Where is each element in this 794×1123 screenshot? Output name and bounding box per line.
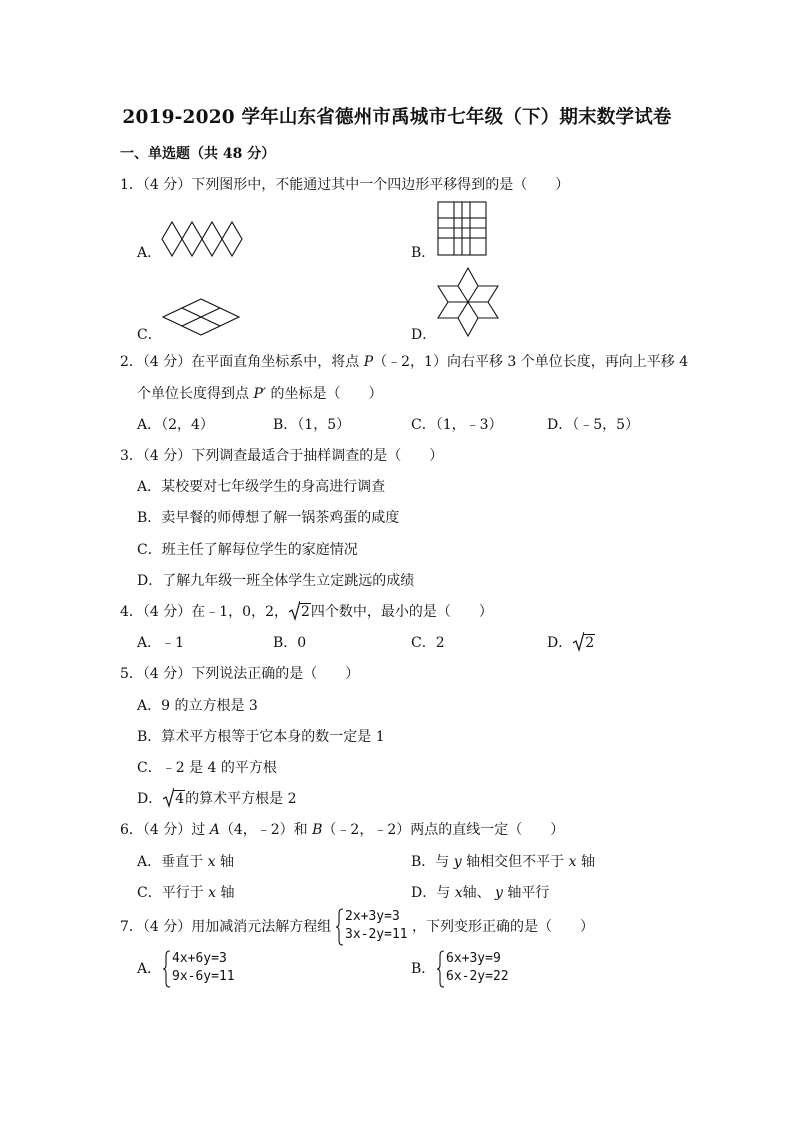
q7-option-b-label: B． [411,961,436,977]
q4-stem [120,602,493,622]
q4-option-b: B．0 [273,635,307,651]
q7-option-a-equation-2: 9x-6y=11 [172,969,235,984]
q6-option-b-suffix: 轴 [580,854,595,870]
x-variable: x [207,854,216,870]
q2-option-d: D．（﹣5，5） [547,417,640,433]
q6-option-d-suffix: 轴平行 [507,885,550,901]
q2-point-p-prime: P′ [253,386,267,402]
q6-option-b-mid: 轴相交但不平于 [466,854,565,870]
q6-stem [120,820,564,840]
q5-option-d [137,789,297,809]
q6-option-b-text: B．与 [411,854,450,870]
q6-stem-text: 6．（4 分）过 [120,822,206,838]
sqrt-symbol [573,633,595,653]
q4-option-c: C．2 [411,635,445,651]
x-variable: x [568,854,577,870]
q7-equation-system [335,908,415,946]
section-heading: 一、单选题（共 48 分） [120,146,276,162]
left-brace-icon [436,950,445,988]
q2-stem-line1 [120,352,688,372]
q2-option-c: C．（1，﹣3） [411,417,503,433]
rhombus-star-figure [436,266,500,338]
q7-option-a-label: A． [137,961,162,977]
q5-option-d-label: D． [137,791,163,807]
q7-option-b-system [436,950,516,988]
q4-stem-text-b: 四个数中，最小的是（ ） [310,604,493,620]
q6-option-c [137,883,235,903]
q4-option-a: A．﹣1 [137,635,185,651]
q2-stem-text-b: （﹣2，1）向右平移 3 个单位长度，再向上平移 4 [373,354,689,370]
y-variable: y [495,885,503,901]
q3-option-c: C．班主任了解每位学生的家庭情况 [137,542,358,558]
q6-point-b: B [312,822,323,838]
q6-option-c-text: C．平行于 [137,885,204,901]
page-title: 2019-2020 学年山东省德州市禹城市七年级（下）期末数学试卷 [122,107,672,128]
q5-option-d-text: 的算术平方根是 2 [185,791,297,807]
diamond-chain-figure [160,220,246,260]
q4-radicand: 2 [301,604,310,620]
q4-stem-text: 4．（4 分）在﹣1，0，2， [120,604,288,620]
q3-option-b: B．卖早餐的师傅想了解一锅茶鸡蛋的咸度 [137,510,400,526]
rhombus-tiling-figure [160,296,242,338]
q6-point-a: A [209,822,220,838]
q7-option-a-equation-1: 4x+6y=3 [172,951,227,966]
q2-stem-text: 2．（4 分）在平面直角坐标系中，将点 [120,354,360,370]
q3-option-a: A．某校要对七年级学生的身高进行调查 [137,479,386,495]
q2-option-b: B．（1，5） [273,417,351,433]
q5-option-b: B．算术平方根等于它本身的数一定是 1 [137,729,385,745]
q7-option-a-system [162,950,242,988]
q6-option-d-mid: 轴、 [462,885,491,901]
q6-option-d-text: D．与 [411,885,451,901]
q1-stem: 1．（4 分）下列图形中，不能通过其中一个四边形平移得到的是（ ） [120,177,570,193]
q1-option-c-label: C． [137,327,162,343]
q6-stem-text-c: （﹣2，﹣2）两点的直线一定（ ） [322,822,565,838]
q7-option-b-equation-2: 6x-2y=22 [446,969,509,984]
q6-option-b [411,852,595,872]
q7-equation-2: 3x-2y=11 [345,927,408,942]
q2-point-p: P [363,354,374,370]
q3-option-d: D．了解九年级一班全体学生立定跳远的成绩 [137,573,415,589]
q7-equation-1: 2x+3y=3 [345,909,400,924]
q2-stem-text-c: 个单位长度得到点 [137,386,249,402]
x-variable: x [454,885,463,901]
q1-option-b-label: B． [411,245,436,261]
q6-option-c-suffix: 轴 [220,885,235,901]
q5-stem: 5．（4 分）下列说法正确的是（ ） [120,666,360,682]
square-grid-figure [436,200,490,258]
q1-option-a-label: A． [137,245,162,261]
q5-option-a: A．9 的立方根是 3 [137,698,258,714]
q4-option-d-label: D． [547,635,573,651]
left-brace-icon [335,908,344,946]
q7-stem-prefix: 7．（4 分）用加减消元法解方程组 [120,919,332,935]
x-variable: x [208,885,217,901]
q3-stem: 3．（4 分）下列调查最适合于抽样调查的是（ ） [120,448,444,464]
q6-option-a [137,852,234,872]
q6-stem-text-b: （4，﹣2）和 [219,822,308,838]
left-brace-icon [162,950,171,988]
q6-option-d [411,883,549,903]
q5-radicand: 4 [175,791,185,807]
q2-stem-text-d: 的坐标是（ ） [270,386,383,402]
q6-option-a-text: A．垂直于 [137,854,204,870]
q4-option-d-radicand: 2 [585,635,595,651]
y-variable: y [453,854,462,870]
q5-option-c: C．﹣2 是 4 的平方根 [137,760,277,776]
q7-stem-suffix: ，下列变形正确的是（ ） [412,919,594,935]
q2-option-a: A．（2，4） [137,417,214,433]
q7-option-b-equation-1: 6x+3y=9 [446,951,501,966]
q1-option-d-label: D． [411,327,437,343]
sqrt-symbol [289,602,311,622]
sqrt-symbol [163,789,185,809]
q2-stem-line2 [137,384,383,404]
q4-option-d [547,633,595,653]
q6-option-a-suffix: 轴 [219,854,234,870]
